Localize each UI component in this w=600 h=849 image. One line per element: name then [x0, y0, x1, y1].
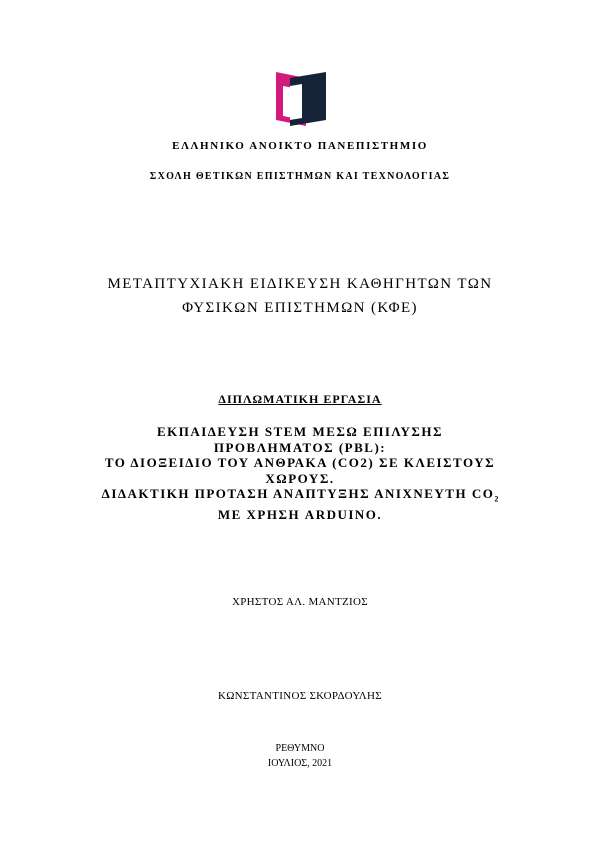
- thesis-title-line: ΕΚΠΑΙΔΕΥΣΗ STEM ΜΕΣΩ ΕΠΙΛΥΣΗΣ: [156, 424, 444, 439]
- supervisor-name: ΚΩΝΣΤΑΝΤΙΝΟΣ ΣΚΟΡΔΟΥΛΗΣ: [217, 690, 383, 702]
- program-title: [0, 272, 600, 320]
- university-name: ΕΛΛΗΝΙΚΟ ΑΝΟΙΚΤΟ ΠΑΝΕΠΙΣΤΗΜΙΟ: [172, 140, 428, 152]
- program-title-line: ΜΕΤΑΠΤΥΧΙΑΚΗ ΕΙΔΙΚΕΥΣΗ ΚΑΘΗΓΗΤΩΝ ΤΩΝ: [107, 276, 493, 292]
- thesis-title-line: ΧΩΡΟΥΣ.: [265, 470, 335, 486]
- date: ΙΟΥΛΙΟΣ, 2021: [267, 758, 333, 769]
- school-name: ΣΧΟΛΗ ΘΕΤΙΚΩΝ ΕΠΙΣΤΗΜΩΝ ΚΑΙ ΤΕΧΝΟΛΟΓΙΑΣ: [149, 171, 451, 182]
- thesis-title: [0, 424, 600, 523]
- thesis-title-line: [0, 486, 600, 507]
- subscript-two: 2: [494, 494, 499, 504]
- thesis-title-line: ΠΡΟΒΛΗΜΑΤΟΣ (PBL):: [213, 439, 387, 455]
- university-logo-icon: [276, 72, 326, 126]
- city: ΡΕΘΥΜΝΟ: [275, 743, 325, 754]
- author-name: ΧΡΗΣΤΟΣ ΑΛ. ΜΑΝΤΖΙΟΣ: [232, 596, 368, 608]
- thesis-label: ΔΙΠΛΩΜΑΤΙΚΗ ΕΡΓΑΣΙΑ: [218, 392, 382, 406]
- thesis-title-text: ΔΙΔΑΚΤΙΚΗ ΠΡΟΤΑΣΗ ΑΝΑΠΤΥΞΗΣ ΑΝΙΧΝΕΥΤΗ CO: [101, 486, 495, 501]
- program-title-line: ΦΥΣΙΚΩΝ ΕΠΙΣΤΗΜΩΝ (ΚΦΕ): [182, 300, 418, 316]
- thesis-title-line: ΜΕ ΧΡΗΣΗ ARDUINO.: [217, 507, 383, 523]
- thesis-title-line: ΤΟ ΔΙΟΞΕΙΔΙΟ ΤΟΥ ΑΝΘΡΑΚΑ (CO2) ΣΕ ΚΛΕΙΣΤΟΥΣ: [104, 455, 496, 470]
